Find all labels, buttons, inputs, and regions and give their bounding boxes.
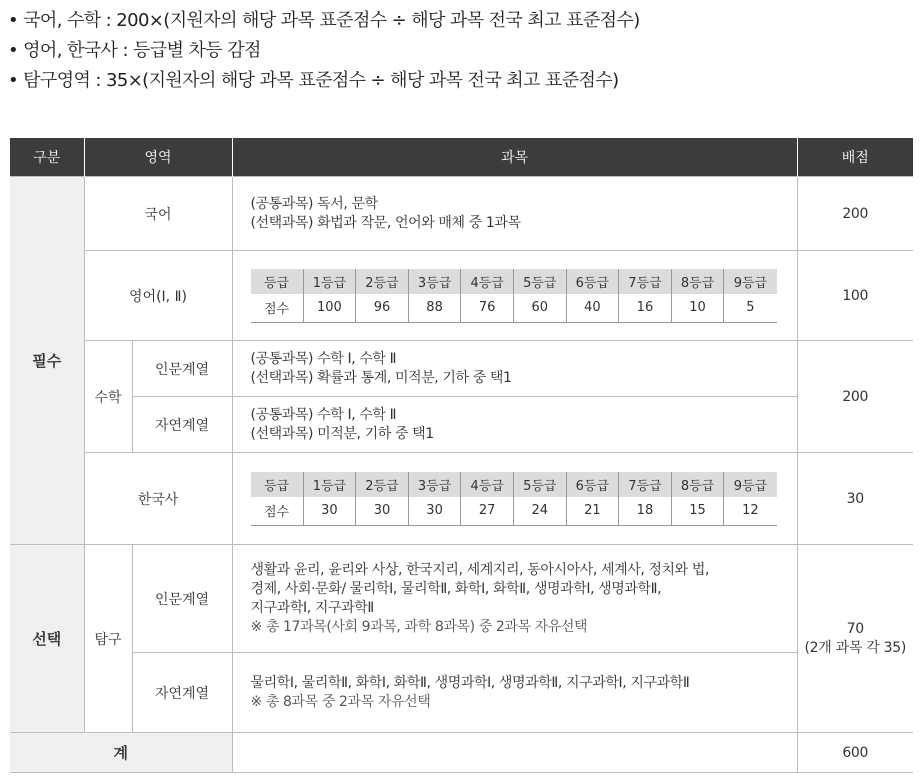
subject-line: (선택과목) 미적분, 기하 중 택1 <box>250 425 434 442</box>
grade-cell: 8등급 <box>671 472 724 497</box>
area-history: 한국사 <box>84 453 232 545</box>
score-cell: 10 <box>671 294 724 323</box>
grade-header-row <box>251 472 777 497</box>
header-points: 배점 <box>797 138 913 177</box>
score-cell: 27 <box>461 497 514 526</box>
score-cell: 100 <box>303 294 356 323</box>
score-cell: 18 <box>619 497 672 526</box>
table-row <box>10 341 913 397</box>
score-cell: 30 <box>356 497 409 526</box>
grade-cell: 5등급 <box>513 472 566 497</box>
total-row <box>10 733 913 773</box>
points-value: 70 <box>846 620 864 637</box>
score-cell: 12 <box>742 503 759 518</box>
grade-cell: 5등급 <box>513 269 566 294</box>
grade-cell: 4등급 <box>461 472 514 497</box>
table-row <box>10 453 913 545</box>
bullet-korean-math: • 국어, 수학 : 200×(지원자의 해당 과목 표준점수 ÷ 해당 과목 전국 최고 표준점수) <box>8 10 640 31</box>
score-cell: 60 <box>513 294 566 323</box>
english-grade-table <box>251 269 777 323</box>
score-cell: 40 <box>566 294 619 323</box>
subject-line: (선택과목) 화법과 작문, 언어와 매체 중 1과목 <box>250 214 521 231</box>
grade-cell: 1등급 <box>303 269 356 294</box>
bullet-inquiry: • 탐구영역 : 35×(지원자의 해당 과목 표준점수 ÷ 해당 과목 전국 최고 표준점수) <box>8 70 619 91</box>
subject-math-science <box>232 397 797 453</box>
area-korean: 국어 <box>84 177 232 251</box>
grade-cell: 2등급 <box>356 472 409 497</box>
points-english: 100 <box>797 251 913 341</box>
category-required: 필수 <box>10 177 84 545</box>
track-math-science: 자연계열 <box>132 397 232 453</box>
grade-cell: 7등급 <box>619 269 672 294</box>
table-row <box>10 251 913 341</box>
bullet-english-history: • 영어, 한국사 : 등급별 차등 감점 <box>8 40 261 61</box>
score-cell: 21 <box>566 497 619 526</box>
grade-header-row <box>251 269 777 294</box>
track-inquiry-science: 자연계열 <box>132 653 232 733</box>
subject-inquiry-humanities <box>232 545 797 653</box>
score-cell: 30 <box>303 497 356 526</box>
subject-line: (선택과목) 확률과 통계, 미적분, 기하 중 택1 <box>250 369 512 386</box>
score-cell: 16 <box>619 294 672 323</box>
score-row <box>251 294 777 323</box>
subject-history <box>232 453 797 545</box>
area-inquiry: 탐구 <box>84 545 132 733</box>
grade-cell: 7등급 <box>619 472 672 497</box>
category-elective: 선택 <box>10 545 84 733</box>
header-category: 구분 <box>10 138 84 177</box>
subject-line: (공통과목) 독서, 문학 <box>250 195 378 212</box>
score-cell: 96 <box>356 294 409 323</box>
score-cell: 5 <box>746 300 755 315</box>
score-label: 점수 <box>251 294 304 323</box>
grade-label: 등급 <box>251 472 304 497</box>
score-cell: 76 <box>461 294 514 323</box>
table-row <box>10 653 913 733</box>
subject-line: 생활과 윤리, 윤리와 사상, 한국지리, 세계지리, 동아시아사, 세계사, 정치와 법, <box>250 561 710 578</box>
subject-line: 지구과학Ⅰ, 지구과학Ⅱ <box>250 599 374 616</box>
track-math-humanities: 인문계열 <box>132 341 232 397</box>
subject-line: 물리학Ⅰ, 물리학Ⅱ, 화학Ⅰ, 화학Ⅱ, 생명과학Ⅰ, 생명과학Ⅱ, 지구과학Ⅰ, 지구과학Ⅱ <box>250 674 690 691</box>
header-area: 영역 <box>84 138 232 177</box>
grade-cell: 9등급 <box>724 269 777 294</box>
grade-cell: 1등급 <box>303 472 356 497</box>
score-table <box>10 138 913 773</box>
subject-note: ※ 총 17과목(사회 9과목, 과학 8과목) 중 2과목 자유선택 <box>250 618 588 635</box>
grade-cell: 6등급 <box>566 472 619 497</box>
points-inquiry <box>797 545 913 733</box>
total-label: 계 <box>10 733 232 773</box>
grade-cell: 8등급 <box>671 269 724 294</box>
points-history: 30 <box>797 453 913 545</box>
score-row <box>251 497 777 526</box>
grade-cell: 3등급 <box>408 472 461 497</box>
points-korean: 200 <box>797 177 913 251</box>
grade-cell: 6등급 <box>566 269 619 294</box>
area-english: 영어(Ⅰ, Ⅱ) <box>84 251 232 341</box>
header-subject: 과목 <box>232 138 797 177</box>
score-cell: 88 <box>408 294 461 323</box>
score-cell: 15 <box>671 497 724 526</box>
total-points: 600 <box>797 733 913 773</box>
bullet-list <box>8 6 913 96</box>
subject-line: (공통과목) 수학 Ⅰ, 수학 Ⅱ <box>250 406 397 423</box>
points-detail: (2개 과목 각 35) <box>804 639 906 656</box>
score-cell: 24 <box>513 497 566 526</box>
history-grade-table <box>251 472 777 526</box>
grade-cell: 3등급 <box>408 269 461 294</box>
subject-korean <box>232 177 797 251</box>
subject-inquiry-science <box>232 653 797 733</box>
score-cell: 30 <box>408 497 461 526</box>
score-label: 점수 <box>251 497 304 526</box>
subject-math-humanities <box>232 341 797 397</box>
grade-cell: 4등급 <box>461 269 514 294</box>
subject-note: ※ 총 8과목 중 2과목 자유선택 <box>250 693 431 710</box>
grade-label: 등급 <box>251 269 304 294</box>
points-math: 200 <box>797 341 913 453</box>
grade-cell: 2등급 <box>356 269 409 294</box>
total-subject-empty <box>232 733 797 773</box>
table-row <box>10 397 913 453</box>
grade-cell: 9등급 <box>724 472 777 497</box>
subject-line: 경제, 사회·문화/ 물리학Ⅰ, 물리학Ⅱ, 화학Ⅰ, 화학Ⅱ, 생명과학Ⅰ, 생명과학Ⅱ, <box>250 580 662 597</box>
track-inquiry-humanities: 인문계열 <box>132 545 232 653</box>
table-row <box>10 545 913 653</box>
subject-line: (공통과목) 수학 Ⅰ, 수학 Ⅱ <box>250 350 397 367</box>
area-math: 수학 <box>84 341 132 453</box>
table-header-row <box>10 138 913 177</box>
table-row <box>10 177 913 251</box>
subject-english <box>232 251 797 341</box>
